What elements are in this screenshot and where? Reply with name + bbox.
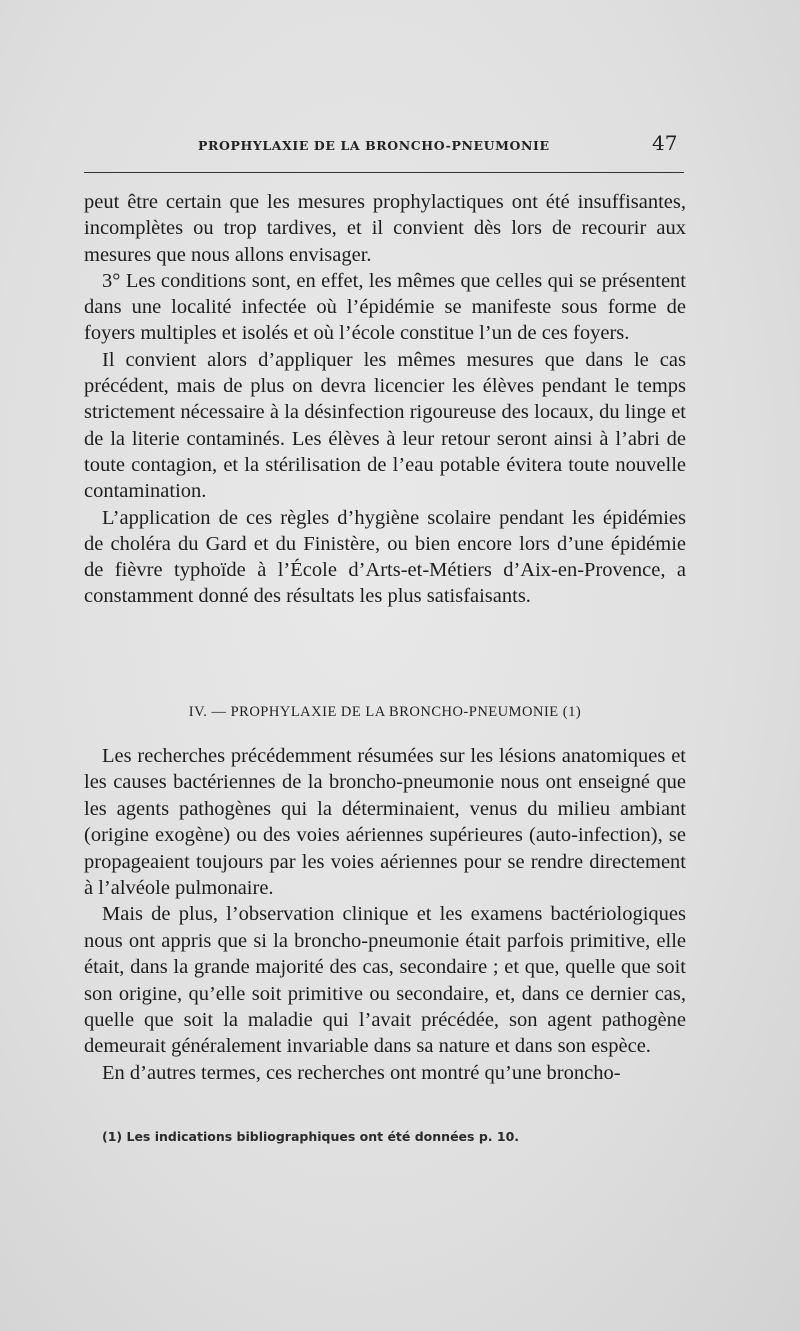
paragraph: 3° Les conditions sont, en effet, les mêmes que celles qui se présentent dans une localité infectée où l’épidémie se manifeste sous forme de foyers multiples et isolés et où l’école constitue l’un de ces foyers. [84, 269, 686, 345]
footnote: (1) Les indications bibliographiques ont été données p. 10. [102, 1129, 520, 1144]
paragraph: Il convient alors d’appliquer les mêmes mesures que dans le cas précédent, mais de plus on devra licencier les élèves pendant le temps strictement nécessaire à la désinfection rigoureuse des locaux, du linge et de la literie contaminés. Les élèves à leur retour seront ainsi à l’abri de toute contagion, et la stérilisation de l’eau potable évitera toute nouvelle contamination. [84, 348, 686, 503]
paragraph: En d’autres termes, ces recherches ont montré qu’une broncho- [102, 1061, 621, 1084]
paragraph-continued: peut être certain que les mesures prophylactiques ont été insuffisantes, incomplètes ou trop tardives, et il convient dès lors de recourir aux mesures que nous allons envisager. [84, 191, 686, 266]
paragraph: Les recherches précédemment résumées sur les lésions anatomiques et les causes bactériennes de la broncho-pneumonie nous ont enseigné que les agents pathogènes qui la déterminaient, venus du milieu ambiant (origine exogène) ou des voies aériennes supérieures (auto-infection), se propageaient toujours par les voies aériennes pour se rendre directement à l’alvéole pulmonaire. [84, 745, 686, 900]
paragraph: L’application de ces règles d’hygiène scolaire pendant les épidémies de choléra du Gard et du Finistère, ou bien encore lors d’une épidémie de fièvre typhoïde à l’École d’Arts-et-Métiers d’Aix-en-Provence, a constamment donné des résultats les plus satisfaisants. [84, 506, 686, 608]
paragraph: Mais de plus, l’observation clinique et les examens bactériologiques nous ont appris que si la broncho-pneumonie était parfois primitive, elle était, dans la grande majorité des cas, secondaire ; et que, quelle que soit son origine, qu’elle soit primitive ou secondaire, et, dans ce dernier cas, quelle que soit la maladie qui l’avait précédée, son agent pathogène demeurait généralement invariable dans sa nature et dans son espèce. [84, 903, 686, 1058]
page-number: 47 [652, 131, 678, 155]
header-rule [84, 172, 684, 173]
section-heading: IV. — PROPHYLAXIE DE LA BRONCHO-PNEUMONIE (1) [188, 704, 582, 720]
body-text-part1 [84, 189, 686, 610]
running-title: PROPHYLAXIE DE LA BRONCHO-PNEUMONIE [198, 138, 550, 153]
body-text-part2 [84, 743, 686, 1086]
